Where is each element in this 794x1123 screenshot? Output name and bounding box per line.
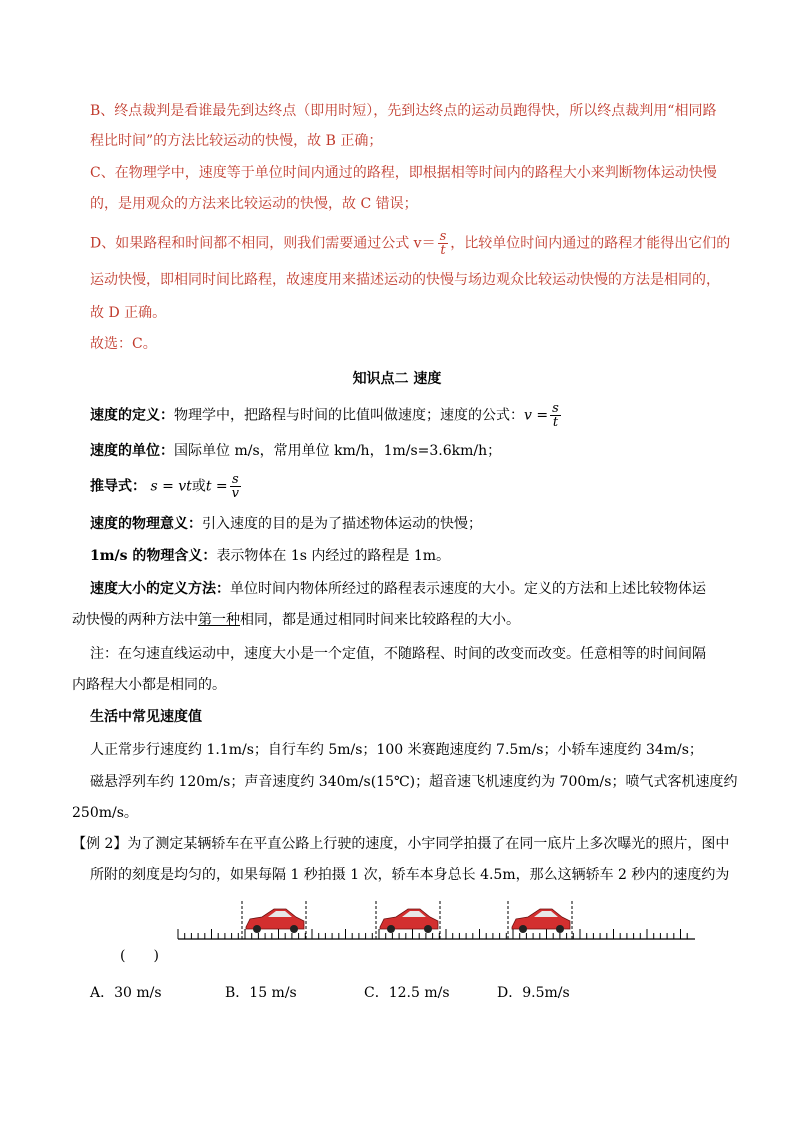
car-3-front-wheel-icon <box>556 925 564 933</box>
ms-meaning-text: 表示物体在 1s 内经过的路程是 1m。 <box>216 548 451 564</box>
analysis-d-line3: 故 D 正确。 <box>90 305 167 321</box>
derived-formula-a: s = vt <box>150 478 192 495</box>
option-c[interactable]: C．12.5 m/s <box>364 985 450 1001</box>
analysis-b-line1: B、终点裁判是看谁最先到达终点（即用时短），先到达终点的运动员跑得快，所以终点裁判用“相同路 <box>90 103 717 119</box>
derived-formula <box>90 473 243 500</box>
example-line2: 所附的刻度是均匀的，如果每隔 1 秒拍摄 1 次，轿车本身总长 4.5m，那么这辆轿车 2 秒内的速度约为 <box>90 867 730 883</box>
derived-or: 或 <box>191 478 206 495</box>
definition-method-text2b: 相同，都是通过相同时间来比较路程的大小。 <box>240 612 520 628</box>
example-text1: 为了测定某辆轿车在平直公路上行驶的速度，小宇同学拍摄了在同一底片上多次曝光的照片，图中 <box>127 836 730 852</box>
fraction-numerator: s <box>439 229 447 244</box>
definition-method-text1: 单位时间内物体所经过的路程表示速度的大小。定义的方法和上述比较物体运 <box>230 581 706 597</box>
speed-unit-text: 国际单位 m/s，常用单位 km/h，1m/s=3.6km/h； <box>174 443 502 459</box>
car-1-rear-wheel-icon <box>253 925 261 933</box>
option-b[interactable]: B．15 m/s <box>225 985 297 1001</box>
derived-formula-b: t = <box>205 478 228 495</box>
common-speeds-line1: 人正常步行速度约 1.1m/s；自行车约 5m/s；100 米赛跑速度约 7.5m/s；小轿车速度约 34m/s； <box>90 742 703 758</box>
car-3-rear-wheel-icon <box>519 925 527 933</box>
speed-definition-label: 速度的定义： <box>90 407 174 424</box>
section-title: 知识点二 速度 <box>352 371 442 387</box>
example-line1 <box>72 834 729 854</box>
fraction-denominator: t <box>552 415 559 430</box>
speed-formula-lhs: v = <box>524 407 549 424</box>
analysis-d-text-b: ，比较单位时间内通过的路程才能得出它们的 <box>450 235 731 252</box>
common-speeds-line3: 250m/s。 <box>72 805 138 821</box>
option-d[interactable]: D．9.5m/s <box>497 985 570 1001</box>
car-2-front-wheel-icon <box>424 925 432 933</box>
common-speeds-title: 生活中常见速度值 <box>90 709 202 725</box>
speed-unit-label: 速度的单位： <box>90 443 174 459</box>
definition-method-line1 <box>90 579 706 599</box>
car-2-rear-wheel-icon <box>387 925 395 933</box>
note-line2: 内路程大小都是相同的。 <box>72 677 226 693</box>
derived-formula-fraction <box>230 473 241 500</box>
analysis-b-line2: 程比时间”的方法比较运动的快慢，故 B 正确； <box>90 133 383 149</box>
fraction-denominator: v <box>231 486 239 501</box>
analysis-d-text-a: D、如果路程和时间都不相同，则我们需要通过公式 v＝ <box>90 235 436 252</box>
speed-unit <box>90 441 501 461</box>
note-line1: 注：在匀速直线运动中，速度大小是一个定值，不随路程、时间的改变而改变。任意相等的时间间隔 <box>90 646 706 662</box>
ms-meaning-label: 1m/s 的物理含义： <box>90 548 217 564</box>
analysis-d-line2: 运动快慢，即相同时间比路程，故速度用来描述运动的快慢与场边观众比较运动快慢的方法是相同的， <box>90 272 720 288</box>
fraction-denominator: t <box>440 243 446 258</box>
derived-formula-label: 推导式： <box>90 478 146 495</box>
definition-method-label: 速度大小的定义方法： <box>90 581 230 597</box>
analysis-c-line2: 的，是用观众的方法来比较运动的快慢，故 C 错误； <box>90 196 418 212</box>
common-speeds-line2: 磁悬浮列车约 120m/s；声音速度约 340m/s(15℃)；超音速飞机速度约为 700m/s；喷气式客机速度约 <box>90 774 738 790</box>
speed-definition-text: 物理学中，把路程与时间的比值叫做速度；速度的公式： <box>174 407 524 424</box>
speed-formula-fraction <box>550 402 561 429</box>
physical-meaning-label: 速度的物理意义： <box>90 516 202 532</box>
analysis-c-line1: C、在物理学中，速度等于单位时间内通过的路程，即根据相等时间内的路程大小来判断物体运动快慢 <box>90 165 717 181</box>
analysis-answer: 故选：C。 <box>90 336 157 352</box>
option-a[interactable]: A．30 m/s <box>90 985 162 1001</box>
definition-method-line2 <box>72 610 520 630</box>
analysis-d-fraction <box>438 230 449 257</box>
car-1-front-wheel-icon <box>290 925 298 933</box>
speed-definition <box>90 402 563 429</box>
fraction-numerator: s <box>230 473 241 487</box>
analysis-d-line1 <box>90 230 730 257</box>
physical-meaning <box>90 514 482 534</box>
definition-method-text2a: 动快慢的两种方法中 <box>72 612 198 628</box>
ms-meaning <box>90 546 450 566</box>
car-ruler-figure <box>170 895 695 967</box>
answer-blank: ( ) <box>120 948 159 964</box>
definition-method-blank: 第一种 <box>198 612 240 628</box>
fraction-numerator: s <box>552 401 559 416</box>
example-label: 【例 2】 <box>72 836 128 852</box>
physical-meaning-text: 引入速度的目的是为了描述物体运动的快慢； <box>202 516 482 532</box>
